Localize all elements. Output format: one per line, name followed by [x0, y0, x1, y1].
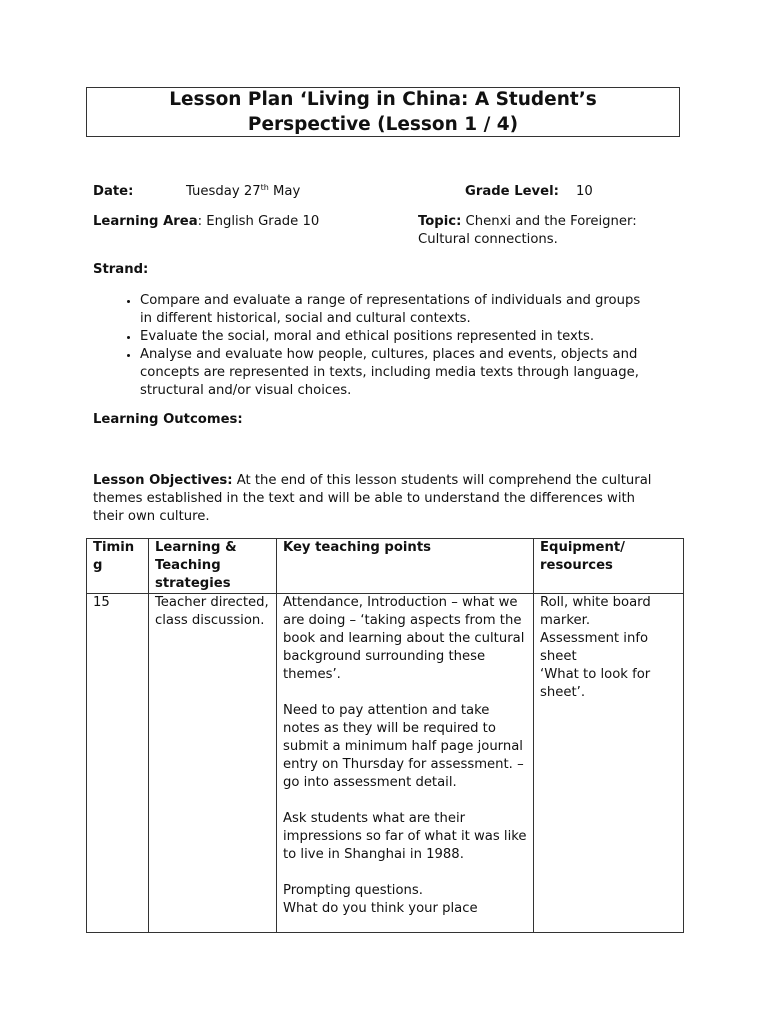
key-point: Prompting questions. What do you think your place: [283, 883, 478, 916]
equipment-item: Assessment info sheet: [540, 631, 649, 664]
header-timing: Timing: [87, 539, 149, 594]
key-point: Need to pay attention and take notes as they will be required to submit a minimum half page journal entry on Thursday for assessment. – go into assessment detail.: [283, 703, 524, 790]
key-point: Attendance, Introduction – what we are doing – ‘taking aspects from the book and learning about the cultural background surrounding these themes’.: [283, 595, 525, 682]
equipment-item: Roll, white board marker.: [540, 595, 651, 628]
topic-value-line-2: Cultural connections.: [418, 232, 558, 247]
strand-item: • Evaluate the social, moral and ethical positions represented in texts.: [140, 328, 680, 346]
grade-value: 10: [576, 184, 593, 199]
cell-strategies: Teacher directed, class discussion.: [149, 594, 277, 933]
strand-label: Strand:: [93, 262, 149, 277]
table-row: [87, 594, 684, 933]
cell-equipment: [534, 594, 684, 933]
learning-outcomes-label: Learning Outcomes:: [93, 412, 243, 427]
header-equipment: Equipment/ resources: [534, 539, 684, 594]
table-header-row: [87, 539, 684, 594]
strand-item: • Analyse and evaluate how people, cultures, places and events, objects and concepts are represented in texts, including media texts through language, structural and/or visual choices.: [140, 346, 680, 400]
topic-label: Topic:: [418, 214, 462, 229]
lesson-plan-table: [86, 538, 684, 933]
document-title-line-1: Lesson Plan ‘Living in China: A Student’s: [169, 89, 597, 110]
lesson-objectives-label: Lesson Objectives:: [93, 473, 233, 488]
date-label: Date:: [93, 184, 134, 199]
key-point: Ask students what are their impressions so far of what it was like to live in Shanghai in 1988.: [283, 811, 527, 862]
learning-area: Learning Area: English Grade 10: [93, 214, 320, 229]
header-key-points: Key teaching points: [277, 539, 534, 594]
header-strategies: Learning & Teaching strategies: [149, 539, 277, 594]
grade-label: Grade Level:: [465, 184, 559, 199]
document-title-line-2: Perspective (Lesson 1 / 4): [247, 114, 519, 135]
lesson-objectives: [93, 472, 663, 526]
cell-timing: 15: [87, 594, 149, 933]
date-value: Tuesday 27th May: [186, 183, 301, 199]
topic: [418, 213, 678, 249]
title-box: [86, 87, 680, 137]
strand-item: • Compare and evaluate a range of representations of individuals and groups in different historical, social and cultural contexts.: [140, 292, 650, 328]
cell-key-points: [277, 594, 534, 933]
lesson-objectives-text: At the end of this lesson students will comprehend the cultural themes established in the text and will be able to understand the differences with their own culture.: [93, 473, 652, 524]
strand-list: [92, 292, 740, 400]
equipment-item: ‘What to look for sheet’.: [540, 667, 651, 700]
topic-value-line-1: Chenxi and the Foreigner:: [461, 214, 637, 229]
